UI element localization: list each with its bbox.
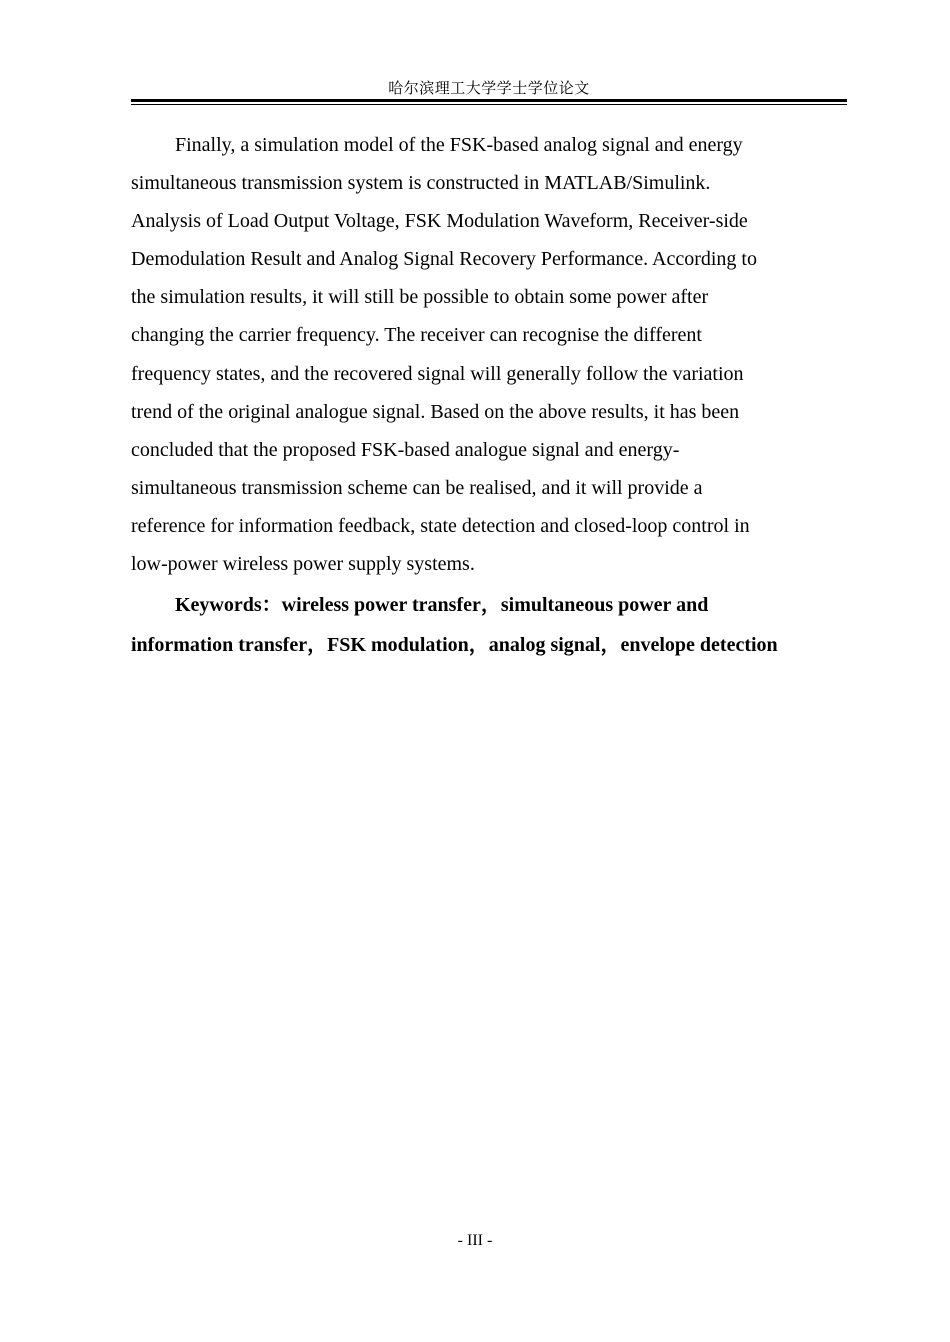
abstract-body bbox=[131, 126, 847, 665]
abstract-line: Analysis of Load Output Voltage, FSK Modulation Waveform, Receiver-side bbox=[131, 210, 748, 233]
abstract-line: low-power wireless power supply systems. bbox=[131, 553, 475, 576]
abstract-line: frequency states, and the recovered signal will generally follow the variation bbox=[131, 362, 744, 385]
keywords-line-2: information transfer，FSK modulation，analog signal，envelope detection bbox=[131, 634, 778, 657]
header-rule-thin bbox=[131, 104, 847, 105]
running-header: 哈尔滨理工大学学士学位论文 bbox=[388, 79, 590, 97]
abstract-line: simultaneous transmission system is constructed in MATLAB/Simulink. bbox=[131, 172, 711, 195]
abstract-line: trend of the original analogue signal. Based on the above results, it has been bbox=[131, 400, 740, 423]
abstract-line: simultaneous transmission scheme can be realised, and it will provide a bbox=[131, 476, 703, 499]
abstract-line: reference for information feedback, state detection and closed-loop control in bbox=[131, 514, 750, 537]
abstract-line: changing the carrier frequency. The receiver can recognise the different bbox=[131, 324, 702, 347]
page-number: - III - bbox=[457, 1232, 493, 1249]
abstract-line: Finally, a simulation model of the FSK-based analog signal and energy bbox=[175, 134, 743, 156]
keywords-line-1: Keywords：wireless power transfer，simultaneous power and bbox=[175, 594, 709, 617]
header-rule-thick bbox=[131, 99, 847, 102]
abstract-line: the simulation results, it will still be possible to obtain some power after bbox=[131, 286, 709, 309]
abstract-line: concluded that the proposed FSK-based analogue signal and energy- bbox=[131, 438, 680, 461]
abstract-line: Demodulation Result and Analog Signal Recovery Performance. According to bbox=[131, 248, 757, 271]
